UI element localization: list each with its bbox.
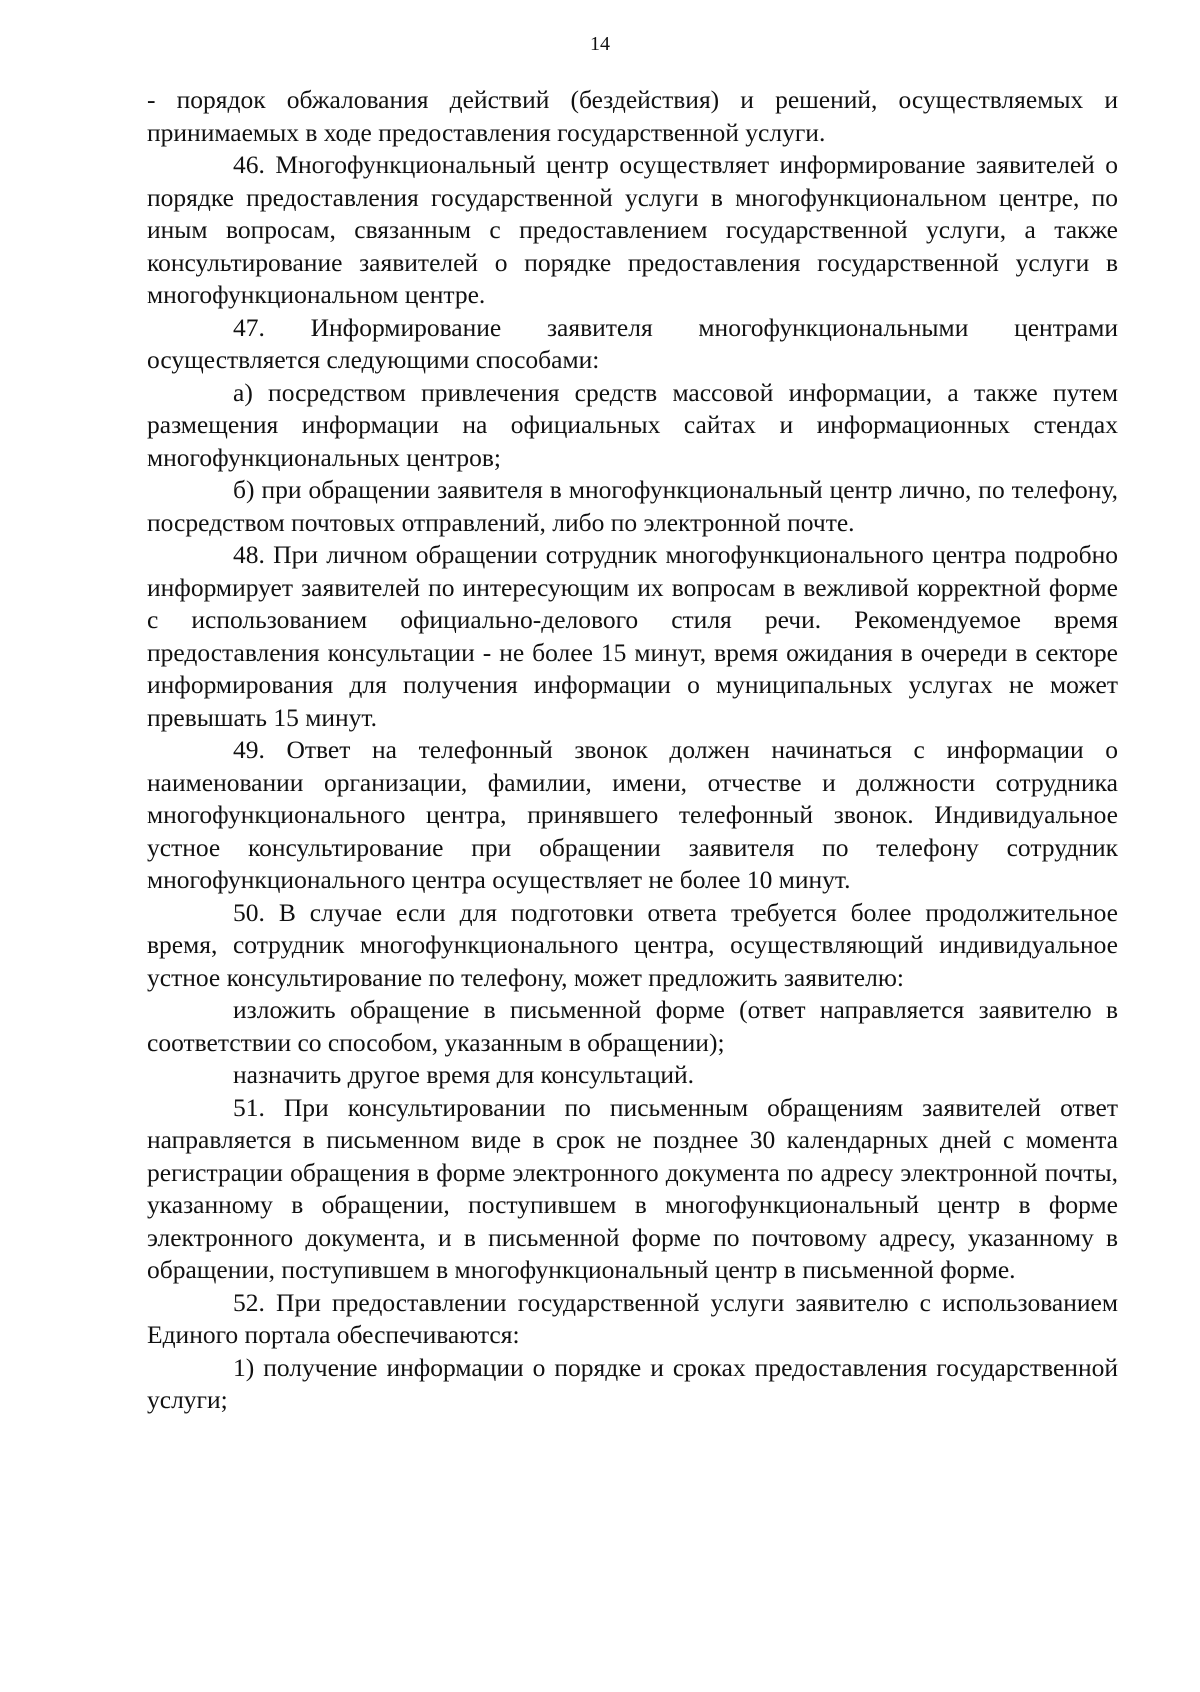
paragraph-52: 52. При предоставлении государственной услуги заявителю с использованием Единого портала обеспечиваются: [147,1287,1118,1349]
paragraph-47-a: а) посредством привлечения средств массовой информации, а также путем размещения информации на официальных сайтах и информационных стендах многофункциональных центров; [147,377,1118,472]
paragraph-49: 49. Ответ на телефонный звонок должен начинаться с информации о наименовании организации, фамилии, имени, отчестве и должности сотрудника многофункционального центра, принявшего телефонный звонок. Индивидуальное устное консультирование при обращении заявителя по телефону сотрудник многофункционального центра осуществляет не более 10 минут. [147,735,1118,894]
paragraph-50-option-reschedule: назначить другое время для консультаций. [233,1060,695,1089]
paragraph-46: 46. Многофункциональный центр осуществляет информирование заявителей о порядке предоставления государственной услуги в многофункциональном центре, по иным вопросам, связанным с предоставлением государственной услуги, а также консультирование заявителей о порядке предоставления государственной услуги в многофункциональном центре. [147,150,1118,309]
paragraph-52-item-1: 1) получение информации о порядке и сроках предоставления государственной услуги; [147,1352,1118,1414]
document-body [147,84,1118,1417]
paragraph-51: 51. При консультировании по письменным обращениям заявителей ответ направляется в письменном виде в срок не позднее 30 календарных дней с момента регистрации обращения в форме электронного документа по адресу электронной почты, указанному в обращении, поступившем в многофункциональный центр в форме электронного документа, и в письменной форме по почтовому адресу, указанному в обращении, поступившем в многофункциональный центр в письменной форме. [147,1092,1118,1284]
paragraph-appeal-procedure: - порядок обжалования действий (бездействия) и решений, осуществляемых и принимаемых в ходе предоставления государственной услуги. [147,85,1118,147]
page-number: 14 [590,33,610,55]
paragraph-47: 47. Информирование заявителя многофункциональными центрами осуществляется следующими способами: [147,312,1118,374]
paragraph-50: 50. В случае если для подготовки ответа требуется более продолжительное время, сотрудник многофункционального центра, осуществляющий индивидуальное устное консультирование по телефону, может предложить заявителю: [147,897,1118,992]
paragraph-50-option-written: изложить обращение в письменной форме (ответ направляется заявителю в соответствии со способом, указанным в обращении); [147,995,1118,1057]
paragraph-48: 48. При личном обращении сотрудник многофункционального центра подробно информирует заявителей по интересующим их вопросам в вежливой корректной форме с использованием официально-делового стиля речи. Рекомендуемое время предоставления консультации - не более 15 минут, время ожидания в очереди в секторе информирования для получения информации о муниципальных услугах не может превышать 15 минут. [147,540,1118,732]
paragraph-47-b: б) при обращении заявителя в многофункциональный центр лично, по телефону, посредством почтовых отправлений, либо по электронной почте. [147,475,1118,537]
